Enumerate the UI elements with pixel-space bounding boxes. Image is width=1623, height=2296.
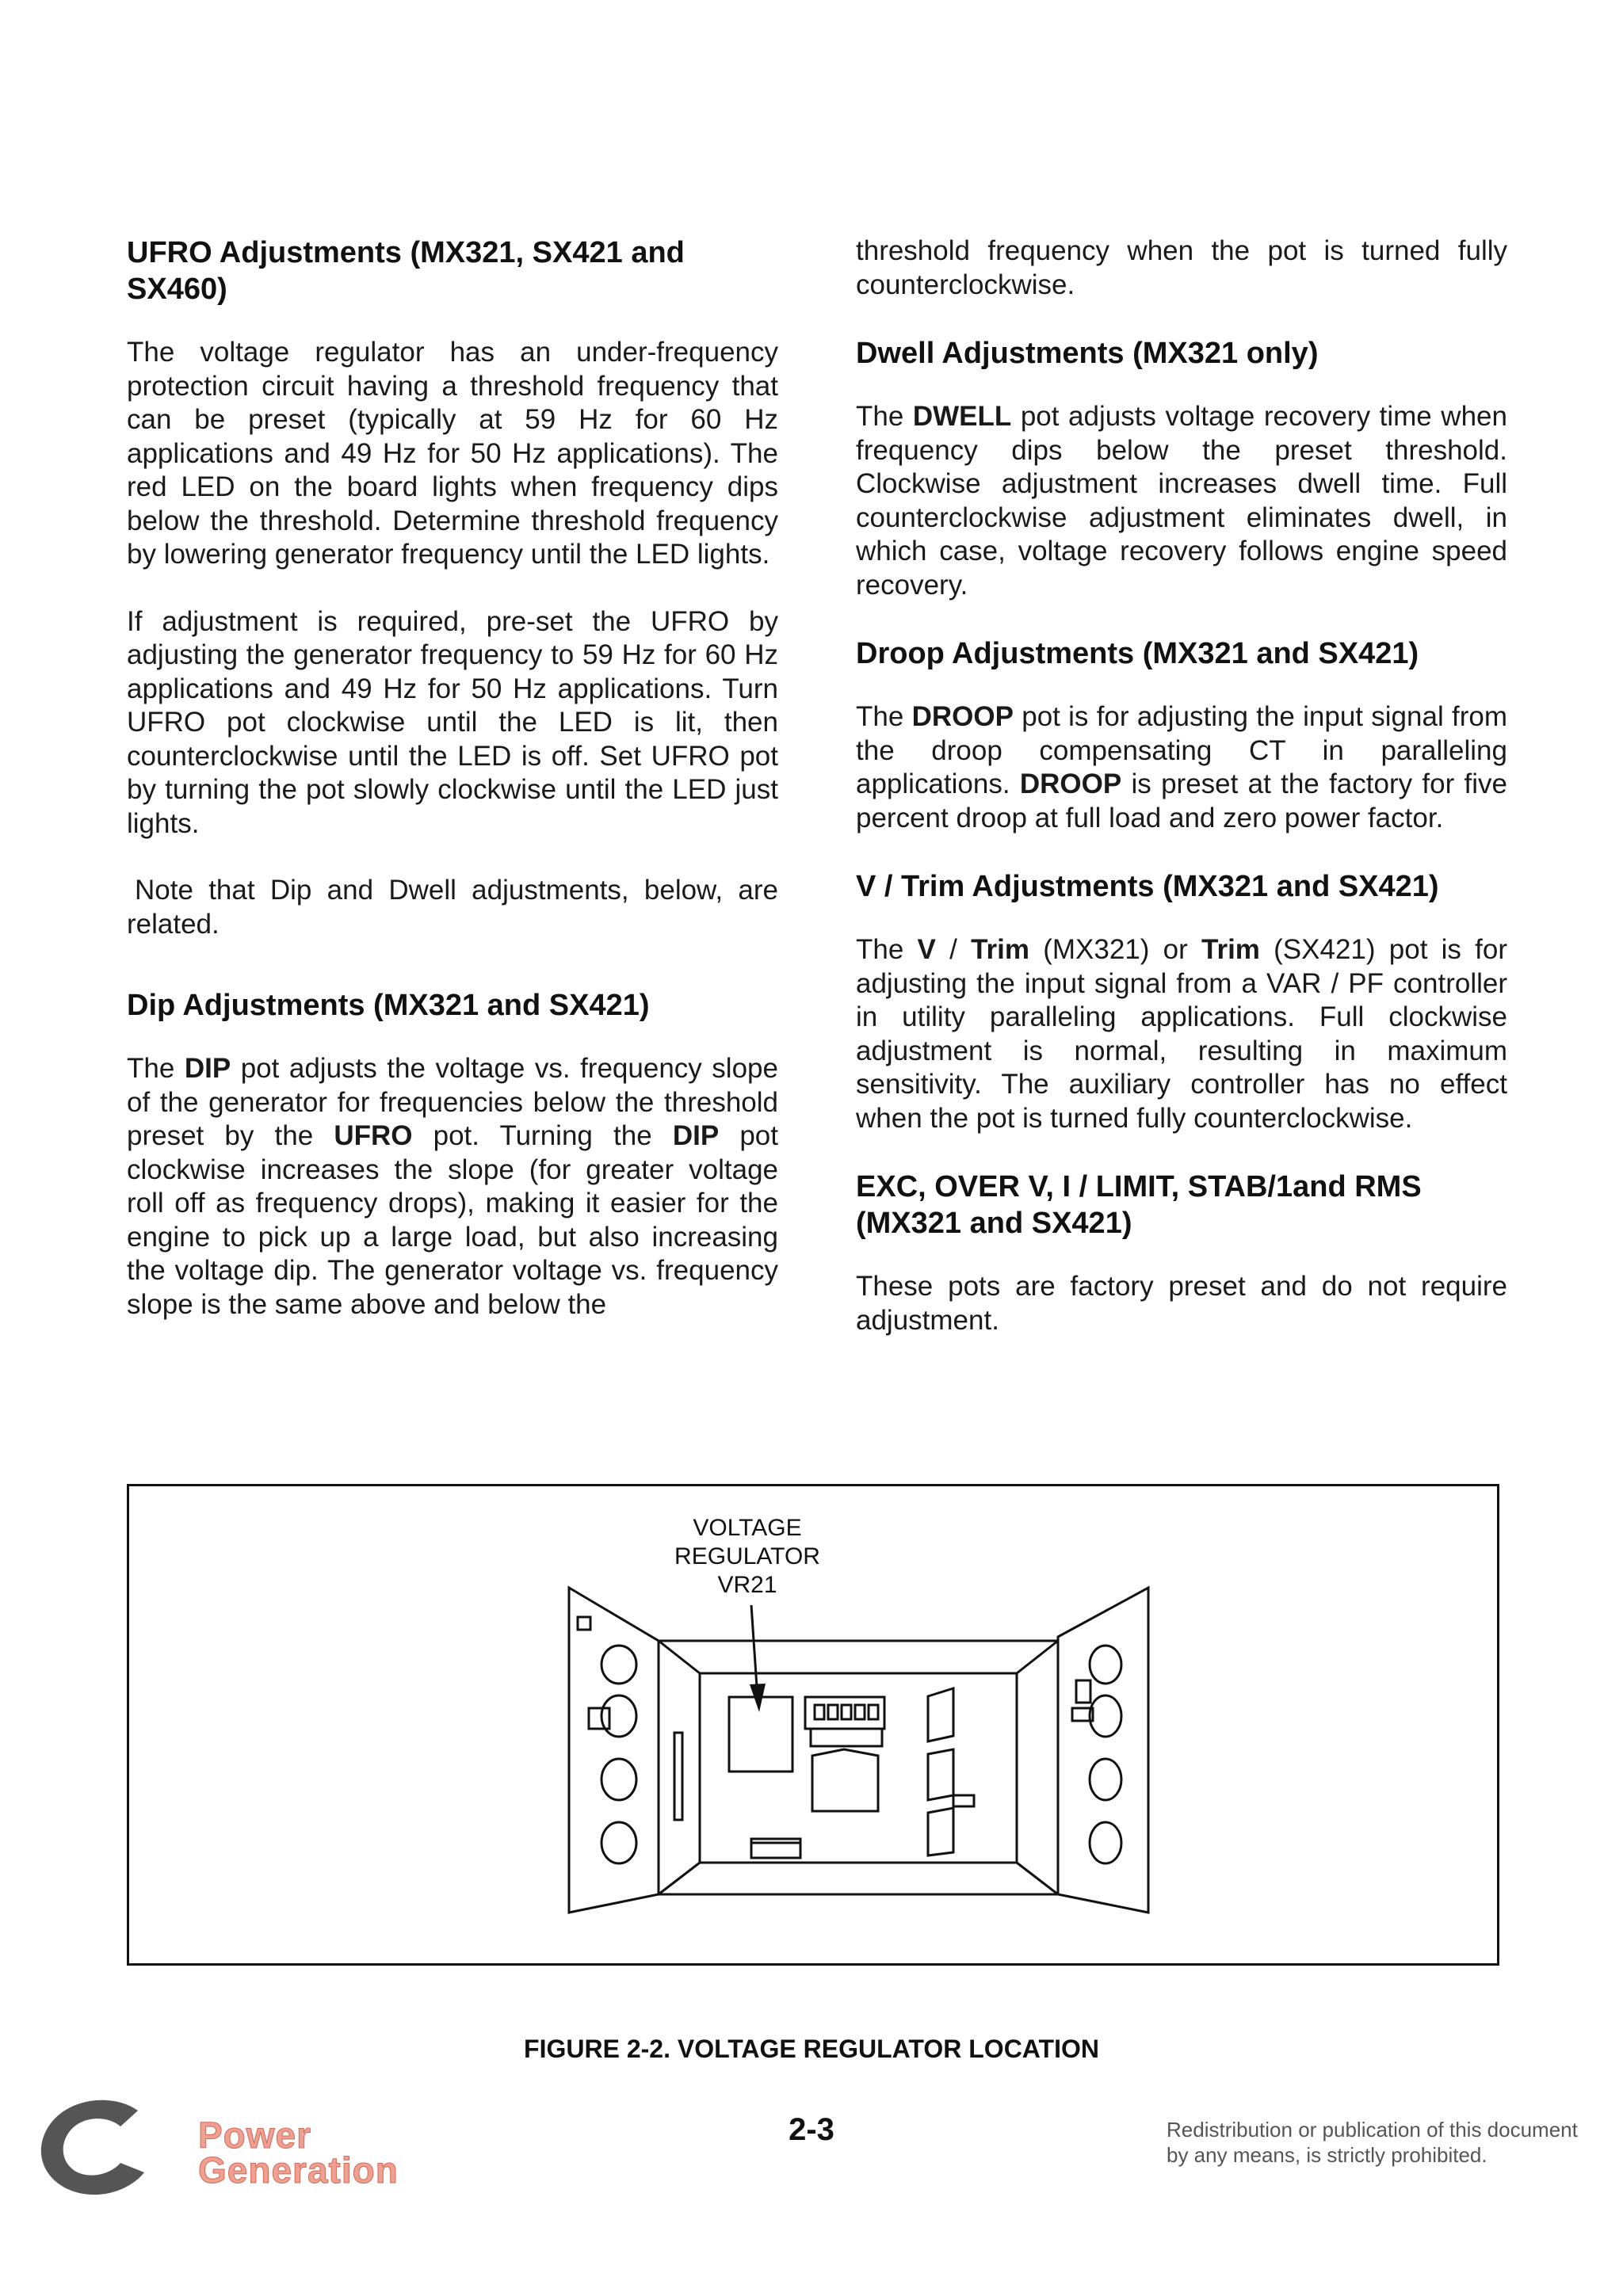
vtrim-heading: V / Trim Adjustments (MX321 and SX421)	[856, 870, 1439, 903]
ufro-note: Note that Dip and Dwell adjustments, below, are related.	[127, 875, 778, 940]
dwell-paragraph: The DWELL pot adjusts voltage recovery time when frequency dips below the preset threshold. Clockwise adjustment increases dwell time. Full counterclockwise adjustment eliminates dwell, in which case, voltage recovery follows engine speed recovery.	[856, 401, 1507, 601]
figure-frame	[127, 1484, 1499, 1966]
dip-heading: Dip Adjustments (MX321 and SX421)	[127, 989, 650, 1022]
cummins-brand-text: Cummins	[64, 2117, 145, 2172]
logo-word-power: Power	[198, 2115, 312, 2156]
figure-label-line2: REGULATOR	[674, 1543, 820, 1569]
droop-heading: Droop Adjustments (MX321 and SX421)	[856, 637, 1419, 670]
control-box-illustration	[129, 1486, 1497, 1963]
dwell-heading: Dwell Adjustments (MX321 only)	[856, 337, 1319, 370]
dip-paragraph-continued: threshold frequency when the pot is turned fully counterclockwise.	[856, 235, 1507, 300]
ufro-paragraph-1: The voltage regulator has an under-frequency protection circuit having a threshold frequency that can be preset (typically at 59 Hz for 60 Hz applications and 49 Hz for 50 Hz applications). The red LED on the board lights when frequency dips below the threshold. Determine threshold frequency by lowering generator frequency until the LED lights.	[127, 337, 778, 570]
ufro-heading: UFRO Adjustments (MX321, SX421 and SX460)	[127, 236, 685, 306]
exc-heading: EXC, OVER V, I / LIMIT, STAB/1and RMS (MX321 and SX421)	[856, 1170, 1422, 1240]
droop-paragraph: The DROOP pot is for adjusting the input signal from the droop compensating CT in paralleling applications. DROOP is preset at the factory for five percent droop at full load and zero power factor.	[856, 701, 1507, 833]
figure-caption: FIGURE 2-2. VOLTAGE REGULATOR LOCATION	[524, 2035, 1099, 2063]
right-column	[856, 235, 1507, 1371]
left-column	[127, 235, 778, 1355]
figure-label-line1: VOLTAGE	[693, 1515, 802, 1541]
vtrim-paragraph: The V / Trim (MX321) or Trim (SX421) pot is for adjusting the input signal from a VAR / PF controller in utility paralleling applications. Full clockwise adjustment is normal, resulting in maximum sensitivity. The auxiliary controller has no effect when the pot is turned fully counterclockwise.	[856, 934, 1507, 1134]
page-number: 2-3	[789, 2112, 834, 2147]
figure-label-line3: VR21	[717, 1572, 777, 1598]
ufro-paragraph-2: If adjustment is required, pre-set the UFRO by adjusting the generator frequency to 59 Hz for 60 Hz applications and 49 Hz for 50 Hz applications. Turn UFRO pot clockwise until the LED is lit, then counterclockwise until the LED is off. Set UFRO pot by turning the pot slowly clockwise until the LED just lights.	[127, 605, 778, 839]
redistribution-notice: Redistribution or publication of this document by any means, is strictly prohibited.	[1167, 2118, 1578, 2167]
dip-paragraph: The DIP pot adjusts the voltage vs. frequency slope of the generator for frequencies below the threshold preset by the UFRO pot. Turning the DIP pot clockwise increases the slope (for greater voltage roll off as frequency drops), making it easier for the engine to pick up a large load, but also increasing the voltage dip. The generator voltage vs. frequency slope is the same above and below the	[127, 1053, 778, 1320]
exc-paragraph: These pots are factory preset and do not require adjustment.	[856, 1271, 1507, 1336]
logo-word-generation: Generation	[198, 2149, 399, 2191]
